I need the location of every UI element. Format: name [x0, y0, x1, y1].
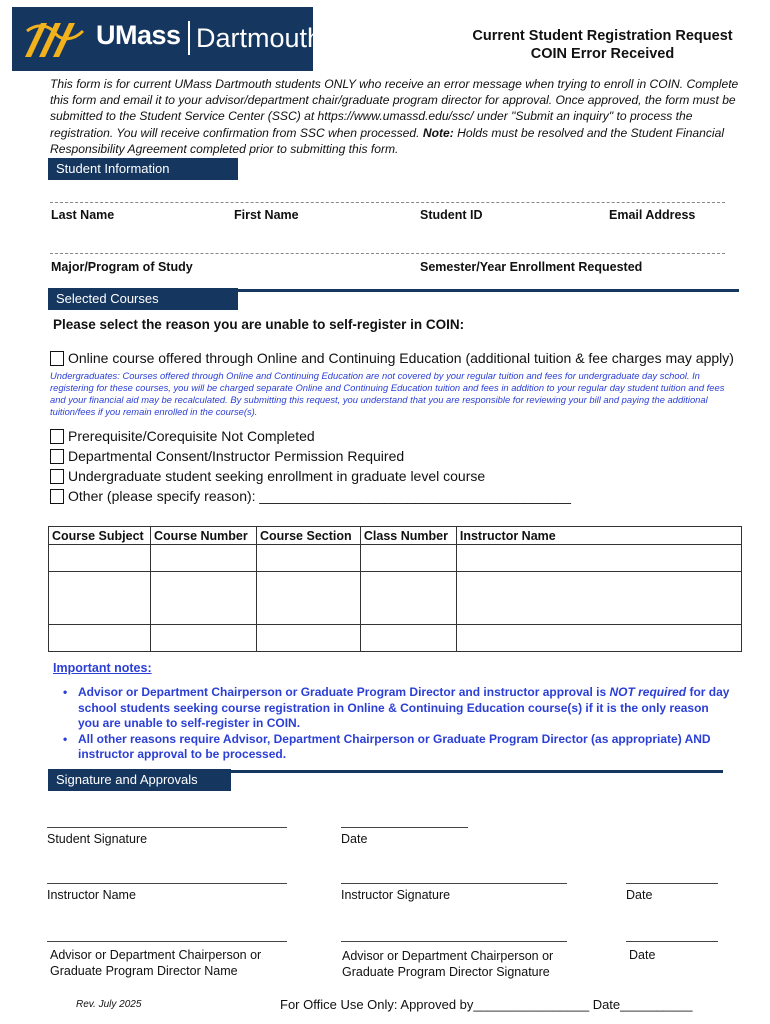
col-course-section: Course Section	[256, 527, 360, 545]
important-notes-list	[60, 685, 730, 763]
advisor-name-label-line-1: Advisor or Department Chairperson or	[50, 948, 262, 962]
advisor-name-label	[50, 947, 261, 979]
note-2-text: All other reasons require Advisor, Department Chairperson or Graduate Program Director (as appropriate) AND instructor approval to be processed.	[78, 731, 711, 762]
courses-table	[48, 526, 742, 652]
major-program-label: Major/Program of Study	[51, 260, 193, 274]
table-row[interactable]	[49, 625, 742, 652]
title-line-2: COIN Error Received	[530, 46, 675, 62]
first-name-label: First Name	[234, 208, 299, 222]
instructor-name-line[interactable]	[47, 883, 287, 884]
student-id-label: Student ID	[420, 208, 483, 222]
student-info-line-2	[50, 253, 725, 254]
option-online-course-label: Online course offered through Online and Continuing Education (additional tuition & fee charges may apply)	[68, 350, 734, 366]
advisor-signature-label-line-1: Advisor or Department Chairperson or	[342, 949, 554, 963]
note-text: Holds must be resolved and the Student Financial Responsibility Agreement completed prior to submitting this form.	[50, 125, 725, 156]
table-cell[interactable]	[456, 625, 741, 652]
option-graduate-level[interactable]	[50, 468, 485, 484]
table-cell[interactable]	[256, 545, 360, 572]
intro-paragraph	[50, 76, 750, 157]
option-other[interactable]	[50, 488, 571, 504]
checkbox-prerequisite[interactable]	[50, 429, 64, 444]
col-instructor-name: Instructor Name	[456, 527, 741, 545]
instructor-date-label: Date	[626, 888, 653, 902]
email-address-label: Email Address	[609, 208, 696, 222]
courses-table-header-row	[49, 527, 742, 545]
important-note-2	[60, 732, 730, 763]
table-cell[interactable]	[49, 545, 151, 572]
title-line-1: Current Student Registration Request	[472, 28, 733, 44]
important-notes-title: Important notes:	[53, 661, 152, 675]
instructor-signature-line[interactable]	[341, 883, 567, 884]
option-department-consent[interactable]	[50, 448, 404, 464]
semester-year-label: Semester/Year Enrollment Requested	[420, 260, 643, 274]
logo-umass-text: UMass	[96, 20, 181, 50]
table-row[interactable]	[49, 572, 742, 625]
table-row[interactable]	[49, 545, 742, 572]
note-label: Note:	[422, 125, 454, 140]
table-cell[interactable]	[360, 625, 456, 652]
note-1-emphasis: NOT required	[609, 685, 687, 699]
logo-divider	[188, 21, 190, 55]
instructor-date-line[interactable]	[626, 883, 718, 884]
advisor-date-line[interactable]	[626, 941, 718, 942]
option-prerequisite[interactable]	[50, 428, 315, 444]
table-cell[interactable]	[256, 572, 360, 625]
advisor-signature-label-line-2: Graduate Program Director Signature	[342, 965, 550, 979]
undergraduate-note: Undergraduates: Courses offered through Online and Continuing Education are not covered by your regular tuition and fees for undergraduate day school. In registering for these courses, you will be charged separate Online and Continuing Education tuition and fees in addition to your regular day student tuition and fees and your financial aid may be recalculated. By submitting this request, you understand that you are responsible for reviewing your bill and paying the additional tuition/fees if you remain enrolled in the course(s).	[50, 370, 725, 417]
option-online-course[interactable]	[50, 350, 734, 366]
section-selected-courses: Selected Courses	[48, 288, 238, 310]
checkbox-other[interactable]	[50, 489, 64, 504]
revision-date: Rev. July 2025	[76, 999, 142, 1010]
advisor-date-label: Date	[629, 948, 656, 962]
table-cell[interactable]	[360, 545, 456, 572]
important-note-1	[60, 685, 730, 732]
student-signature-label: Student Signature	[47, 832, 148, 846]
note-1-text-b: for day school students seeking course registration in Online & Continuing Education course(s) if it is the only reason you are unable to self-register in COIN.	[78, 685, 730, 731]
table-cell[interactable]	[150, 625, 256, 652]
option-other-label: Other (please specify reason): ________________________________________	[68, 488, 571, 504]
table-cell[interactable]	[256, 625, 360, 652]
instructor-signature-label: Instructor Signature	[341, 888, 451, 902]
col-course-subject: Course Subject	[49, 527, 151, 545]
reason-question: Please select the reason you are unable to self-register in COIN:	[53, 317, 465, 332]
office-use-line: For Office Use Only: Approved by________________ Date__________	[280, 997, 693, 1012]
table-cell[interactable]	[49, 572, 151, 625]
option-department-consent-label: Departmental Consent/Instructor Permission Required	[68, 448, 405, 464]
intro-text: This form is for current UMass Dartmouth students ONLY who receive an error message when trying to enroll in COIN. Complete this form and email it to your advisor/department chair/graduate program director for approval. Once approved, the form must be submitted to the Student Service Center (SSC) at https://www.umassd.edu/ssc/ under "Submit an inquiry" to process the registration. You will receive confirmation from SSC when processed.	[50, 77, 739, 140]
advisor-signature-line[interactable]	[341, 941, 567, 942]
checkbox-graduate-level[interactable]	[50, 469, 64, 484]
col-course-number: Course Number	[150, 527, 256, 545]
option-prerequisite-label: Prerequisite/Corequisite Not Completed	[68, 428, 315, 444]
note-1-text-a: Advisor or Department Chairperson or Graduate Program Director and instructor approval is	[78, 685, 610, 699]
instructor-name-label: Instructor Name	[47, 888, 136, 902]
student-signature-line[interactable]	[47, 827, 287, 828]
option-graduate-level-label: Undergraduate student seeking enrollment in graduate level course	[68, 468, 486, 484]
section-signature-approvals: Signature and Approvals	[48, 769, 231, 791]
checkbox-department-consent[interactable]	[50, 449, 64, 464]
student-info-line-1	[50, 202, 725, 203]
student-date-label: Date	[341, 832, 368, 846]
advisor-name-line[interactable]	[47, 941, 287, 942]
table-cell[interactable]	[150, 545, 256, 572]
section-student-information: Student Information	[48, 158, 238, 180]
advisor-signature-label	[342, 948, 553, 980]
document-title	[430, 27, 770, 63]
table-cell[interactable]	[49, 625, 151, 652]
last-name-label: Last Name	[51, 208, 115, 222]
umass-dartmouth-logo	[12, 7, 323, 71]
col-class-number: Class Number	[360, 527, 456, 545]
logo-dartmouth-text: Dartmouth	[196, 23, 323, 53]
table-cell[interactable]	[150, 572, 256, 625]
selected-courses-rule	[236, 289, 739, 292]
umass-logo-mark-icon	[21, 17, 87, 63]
signature-rule	[231, 770, 723, 773]
table-cell[interactable]	[360, 572, 456, 625]
checkbox-online-course[interactable]	[50, 351, 64, 366]
student-date-line[interactable]	[341, 827, 468, 828]
table-cell[interactable]	[456, 572, 741, 625]
table-cell[interactable]	[456, 545, 741, 572]
advisor-name-label-line-2: Graduate Program Director Name	[50, 964, 238, 978]
